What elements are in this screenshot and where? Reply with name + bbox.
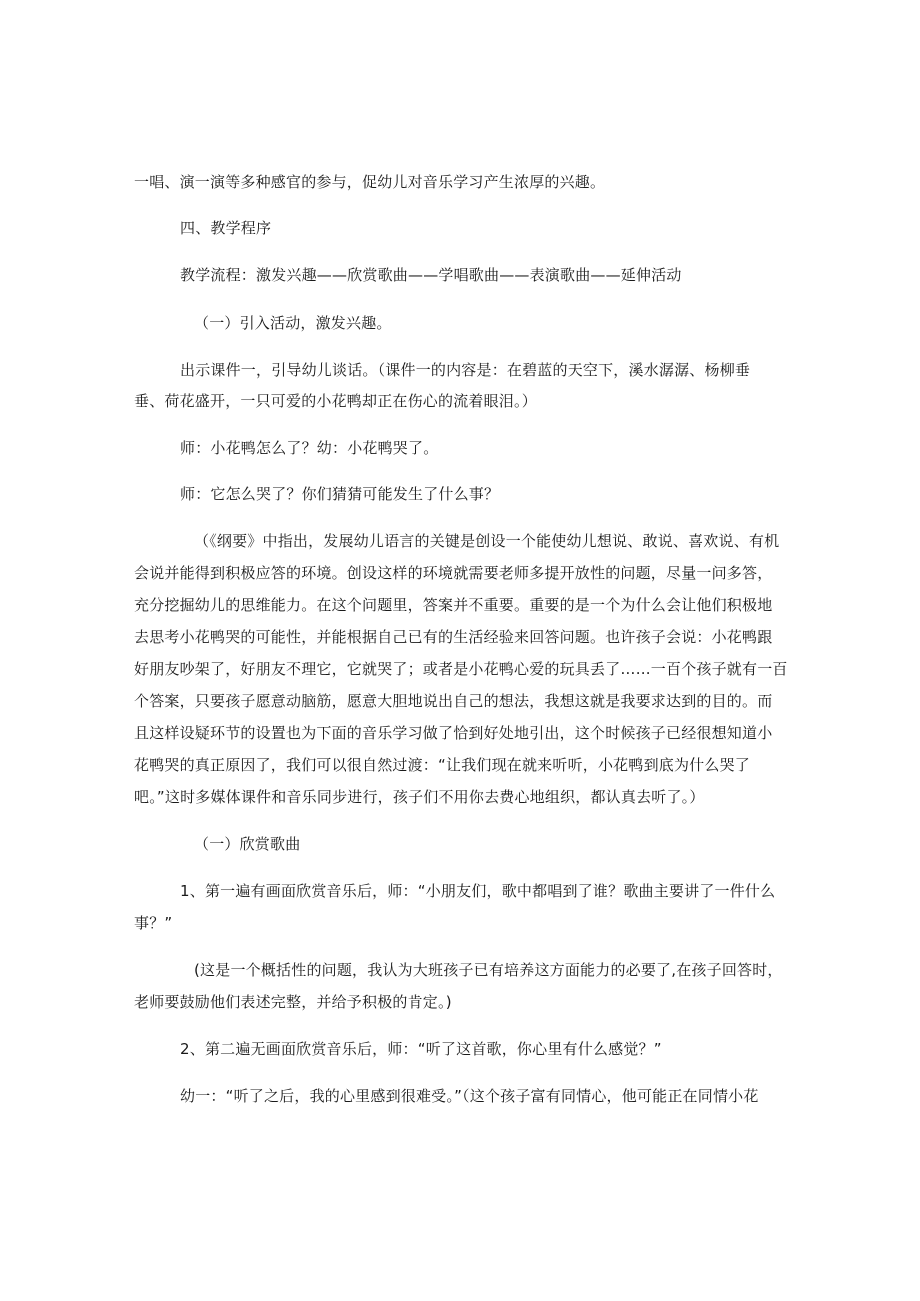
text-line: （《纲要》中指出，发展幼儿语言的关键是创设一个能使幼儿想说、敢说、喜欢说、有机 [194, 532, 780, 550]
text-line: 2、第二遍无画面欣赏音乐后，师：“听了这首歌，你心里有什么感觉？” [180, 1040, 662, 1058]
text-line: 师：小花鸭怎么了？幼：小花鸭哭了。 [180, 439, 439, 457]
text-line: 教学流程：激发兴趣——欣赏歌曲——学唱歌曲——表演歌曲——延伸活动 [180, 266, 682, 284]
text-line: 会说并能得到积极应答的环境。创设这样的环境就需要老师多提开放性的问题，尽量一问多答， [134, 564, 773, 582]
text-line: 且这样设疑环节的设置也为下面的音乐学习做了恰到好处地引出，这个时候孩子已经很想知道小 [134, 724, 773, 742]
text-line: 花鸭哭的真正原因了，我们可以很自然过渡：“让我们现在就来听听，小花鸭到底为什么哭了 [134, 756, 750, 774]
text-line: 一唱、演一演等多种感官的参与，促幼儿对音乐学习产生浓厚的兴趣。 [134, 173, 606, 191]
subsection-heading: （一）引入活动，激发兴趣。 [194, 314, 392, 332]
text-line: 垂、荷花盛开，一只可爱的小花鸭却正在伤心的流着眼泪。） [134, 392, 537, 410]
text-line: 幼一：“听了之后，我的心里感到很难受。”（这个孩子富有同情心，他可能正在同情小花 [180, 1087, 759, 1105]
text-line: 师：它怎么哭了？你们猜猜可能发生了什么事？ [180, 485, 500, 503]
text-line: 充分挖掘幼儿的思维能力。在这个问题里，答案并不重要。重要的是一个为什么会让他们积极地 [134, 596, 773, 614]
text-line: 吧。”这时多媒体课件和音乐同步进行，孩子们不用你去费心地组织，都认真去听了。） [134, 788, 705, 806]
subsection-heading: （一）欣赏歌曲 [194, 835, 301, 853]
text-line: 个答案，只要孩子愿意动脑筋，愿意大胆地说出自己的想法，我想这就是我要求达到的目的。而 [134, 692, 773, 710]
text-line: 1、第一遍有画面欣赏音乐后，师：“小朋友们，歌中都唱到了谁？歌曲主要讲了一件什么 [180, 882, 776, 900]
text-line: (这是一个概括性的问题，我认为大班孩子已有培养这方面能力的必要了,在孩子回答时， [194, 961, 783, 979]
text-line: 好朋友吵架了，好朋友不理它，它就哭了；或者是小花鸭心爱的玩具丢了……一百个孩子就有一百 [134, 660, 788, 678]
text-line: 出示课件一，引导幼儿谈话。（课件一的内容是：在碧蓝的天空下，溪水潺潺、杨柳垂 [180, 361, 751, 379]
text-line: 老师要鼓励他们表述完整，并给予积极的肯定。) [134, 993, 452, 1011]
text-line: 事？” [134, 914, 173, 932]
section-heading: 四、教学程序 [180, 219, 272, 237]
text-line: 去思考小花鸭哭的可能性，并能根据自己已有的生活经验来回答问题。也许孩子会说：小花鸭跟 [134, 628, 773, 646]
